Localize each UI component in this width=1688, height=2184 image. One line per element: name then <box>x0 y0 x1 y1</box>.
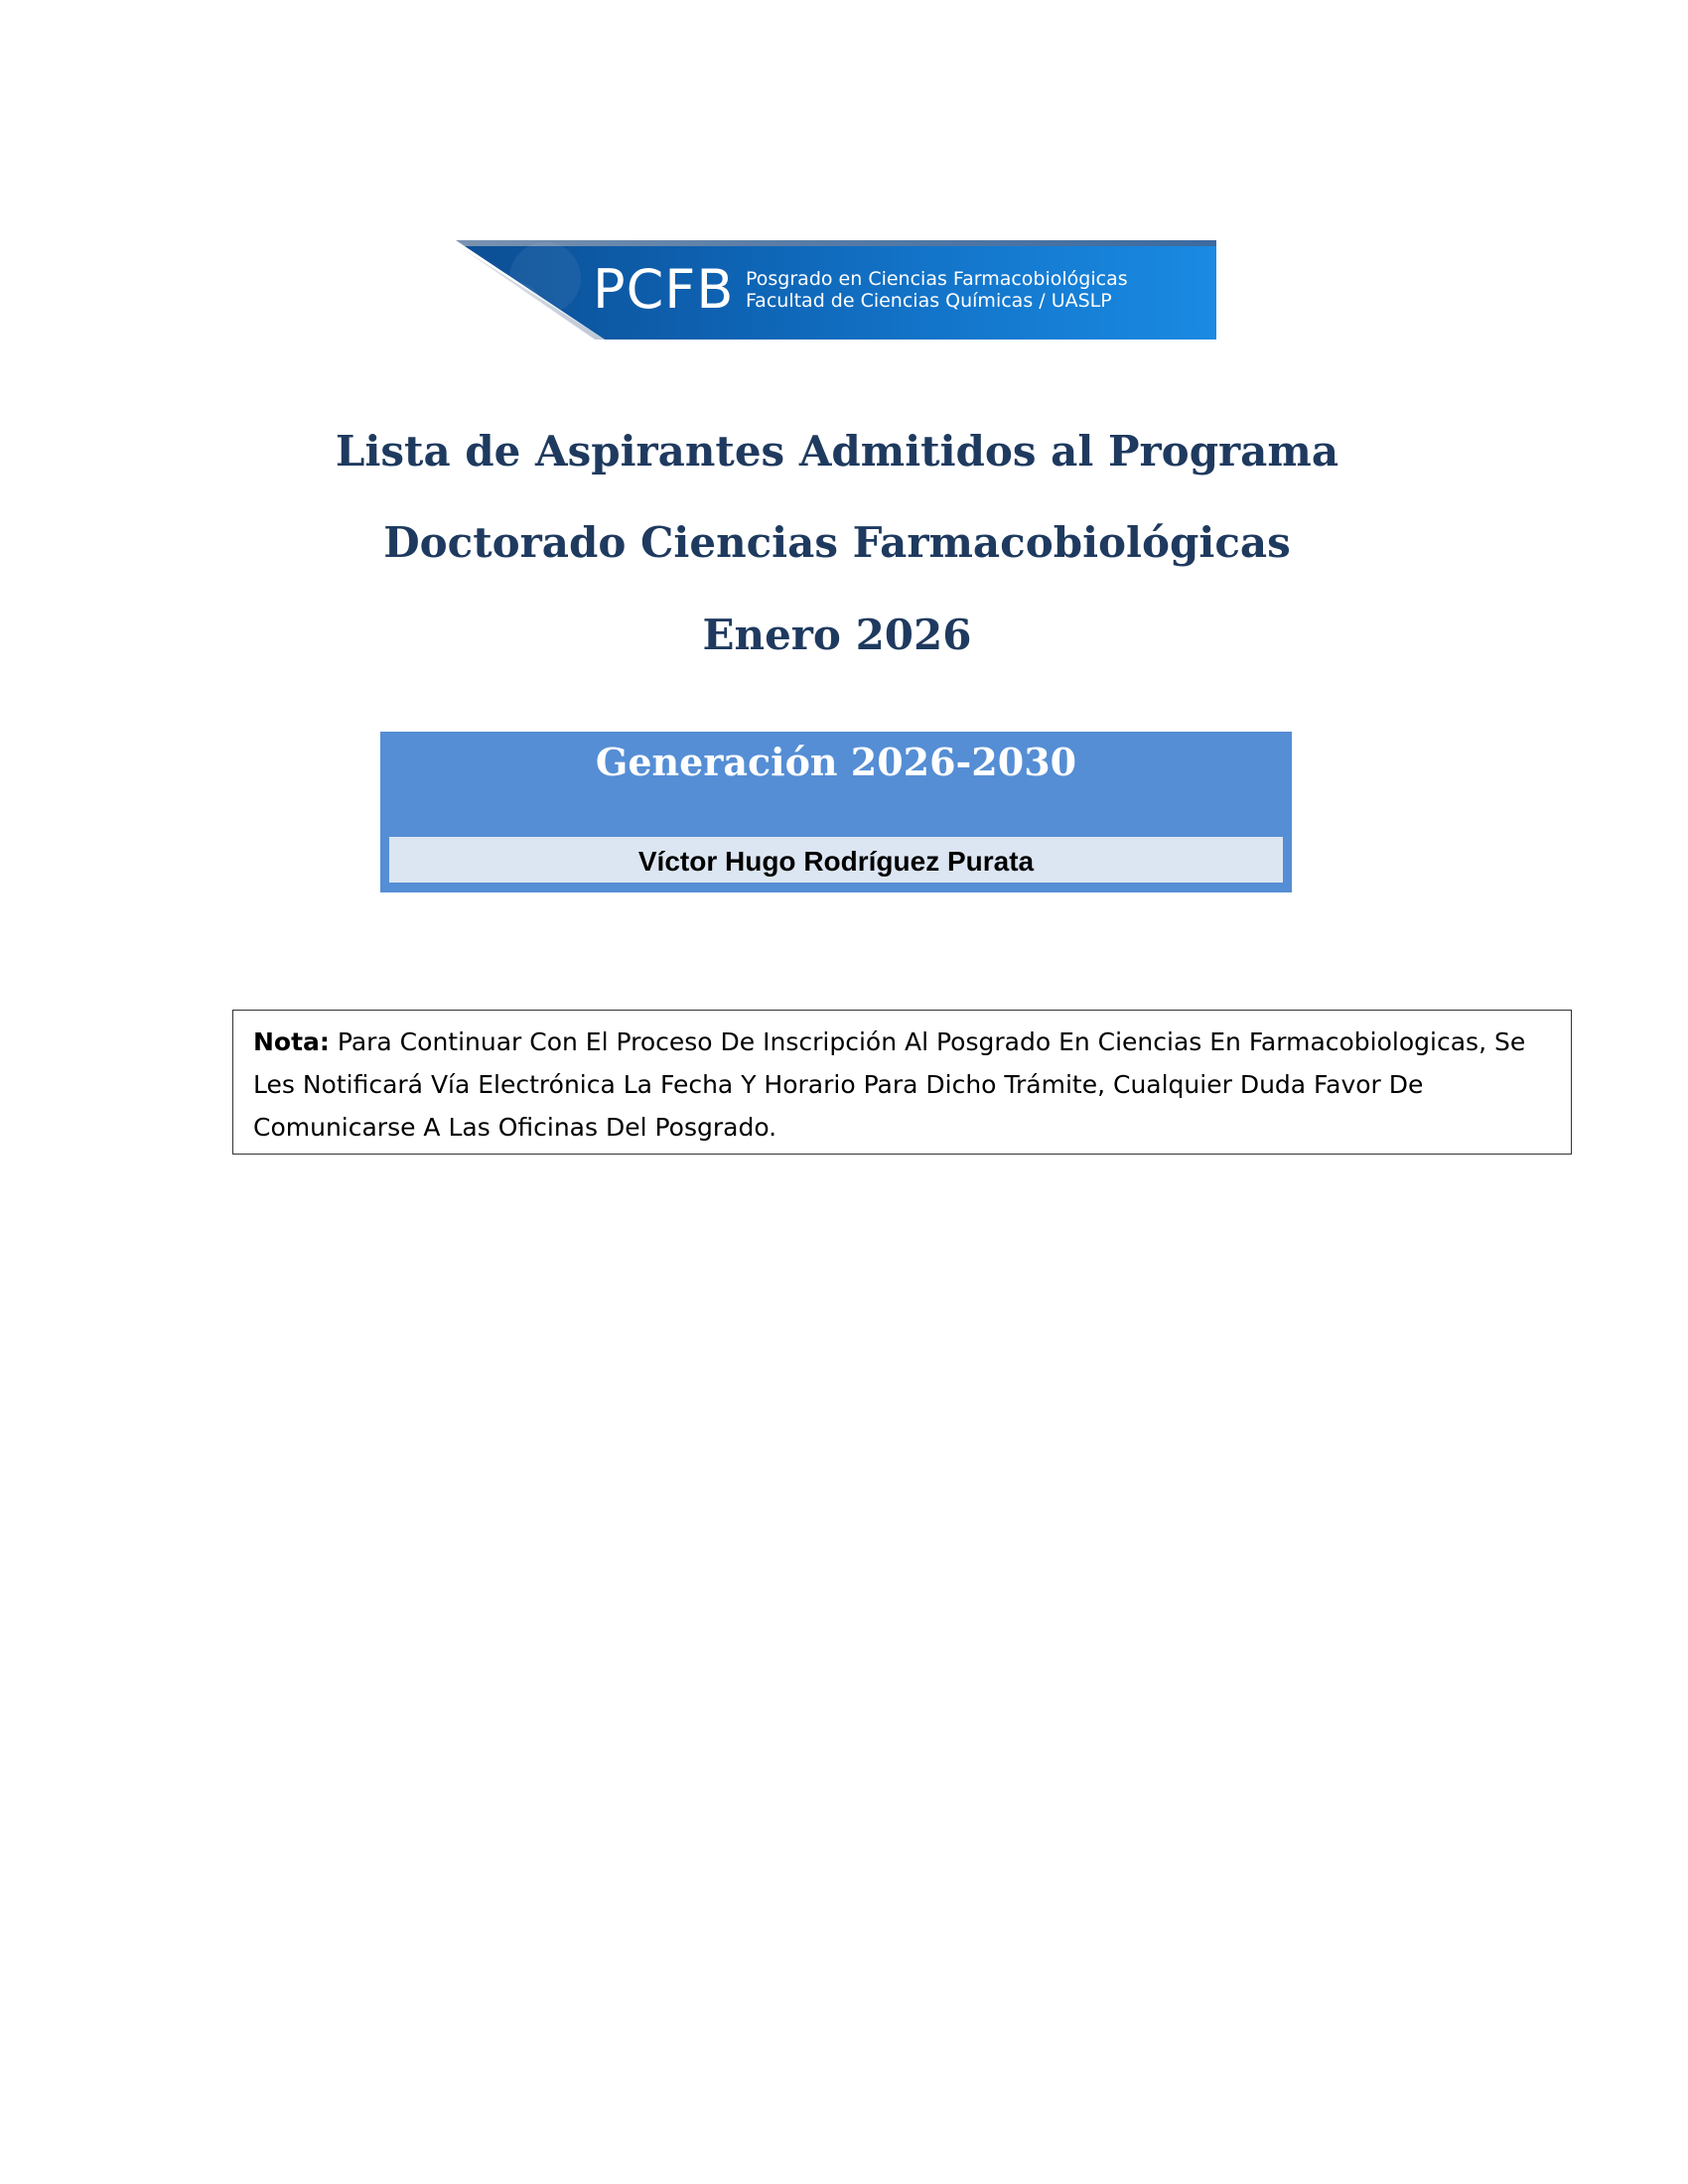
table-row <box>386 834 1286 886</box>
admitted-name: Víctor Hugo Rodríguez Purata <box>637 846 1035 877</box>
document-title-line-2: Doctorado Ciencias Farmacobiológicas <box>383 518 1291 567</box>
pcfb-logo-banner <box>456 240 1216 340</box>
document-title-line-3: Enero 2026 <box>702 611 972 659</box>
document-title-line-1: Lista de Aspirantes Admitidos al Programa <box>335 427 1339 476</box>
banner-line-2: Facultad de Ciencias Químicas / UASLP <box>746 290 1112 312</box>
note-label: Nota: <box>253 1027 330 1056</box>
pcfb-logo-text: PCFB <box>593 258 735 321</box>
note-text: Para Continuar Con El Proceso De Inscripción Al Posgrado En Ciencias En Farmacobiologicas, Se Les Notificará Vía Electrónica La Fecha Y Horario Para Dicho Trámite, Cualquier Duda Favor De Comunicarse A Las Oficinas Del Posgrado. <box>253 1027 1526 1142</box>
banner-line-1: Posgrado en Ciencias Farmacobiológicas <box>746 268 1128 290</box>
admitted-table <box>380 732 1292 892</box>
note-box <box>232 1010 1572 1155</box>
table-heading: Generación 2026-2030 <box>595 740 1077 784</box>
